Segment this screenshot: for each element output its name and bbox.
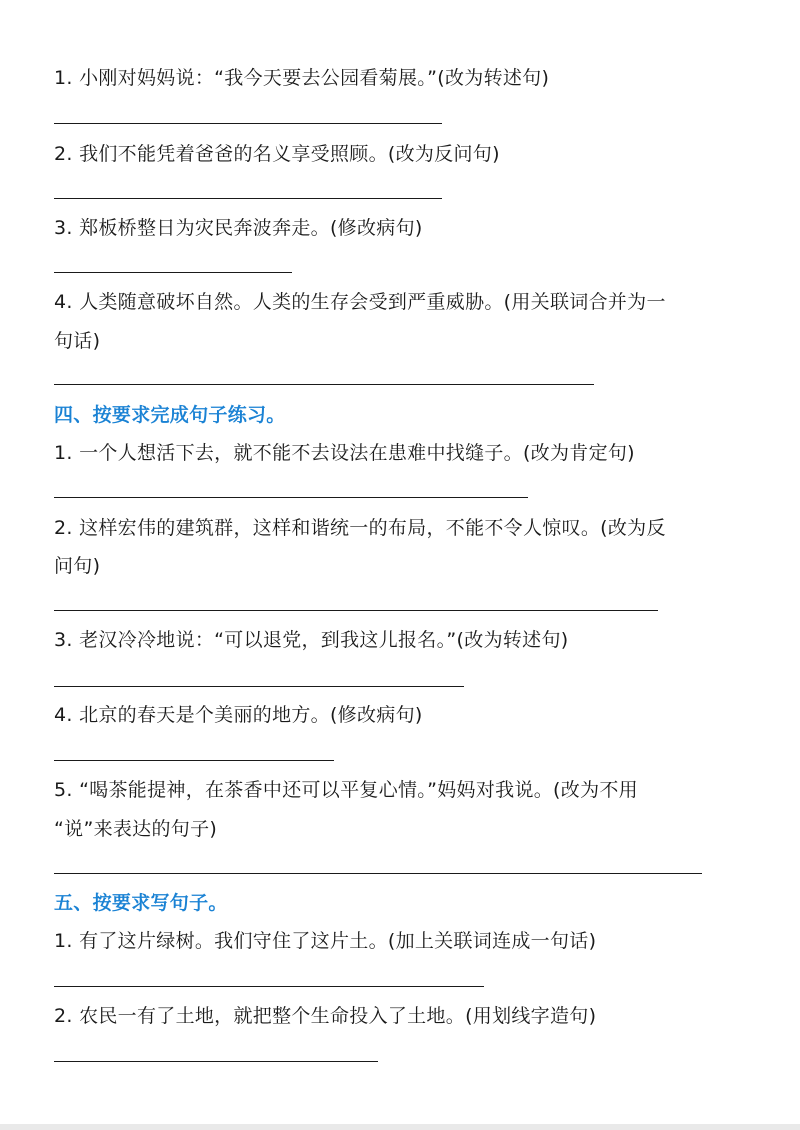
question-text: 1. 小刚对妈妈说：“我今天要去公园看菊展。”(改为转述句) — [54, 67, 550, 89]
answer-line[interactable] — [54, 497, 528, 498]
question-text: “说”来表达的句子) — [54, 818, 218, 840]
answer-line[interactable] — [54, 760, 334, 761]
section-heading: 五、按要求写句子。 — [54, 892, 228, 914]
section-heading: 四、按要求完成句子练习。 — [54, 404, 286, 426]
answer-line[interactable] — [54, 873, 702, 874]
answer-line[interactable] — [54, 1061, 378, 1062]
answer-line[interactable] — [54, 986, 484, 987]
answer-line[interactable] — [54, 686, 464, 687]
question-text: 3. 郑板桥整日为灾民奔波奔走。(修改病句) — [54, 217, 423, 239]
answer-line[interactable] — [54, 123, 442, 124]
question-text: 2. 我们不能凭着爸爸的名义享受照顾。(改为反问句) — [54, 143, 500, 165]
question-text: 5. “喝茶能提神，在茶香中还可以平复心情。”妈妈对我说。(改为不用 — [54, 779, 638, 801]
question-text: 3. 老汉冷冷地说：“可以退党，到我这儿报名。”(改为转述句) — [54, 629, 569, 651]
question-text: 1. 一个人想活下去，就不能不去设法在患难中找缝子。(改为肯定句) — [54, 442, 635, 464]
question-text: 1. 有了这片绿树。我们守住了这片土。(加上关联词连成一句话) — [54, 930, 597, 952]
answer-line[interactable] — [54, 198, 442, 199]
answer-line[interactable] — [54, 272, 292, 273]
question-text: 2. 这样宏伟的建筑群，这样和谐统一的布局，不能不令人惊叹。(改为反 — [54, 517, 666, 539]
question-text: 4. 人类随意破坏自然。人类的生存会受到严重威胁。(用关联词合并为一 — [54, 291, 666, 313]
question-text: 句话) — [54, 330, 101, 352]
question-text: 问句) — [54, 555, 101, 577]
question-text: 4. 北京的春天是个美丽的地方。(修改病句) — [54, 704, 423, 726]
answer-line[interactable] — [54, 384, 594, 385]
question-text: 2. 农民一有了土地，就把整个生命投入了土地。(用划线字造句) — [54, 1005, 597, 1027]
answer-line[interactable] — [54, 610, 658, 611]
page-bottom-edge — [0, 1124, 800, 1130]
